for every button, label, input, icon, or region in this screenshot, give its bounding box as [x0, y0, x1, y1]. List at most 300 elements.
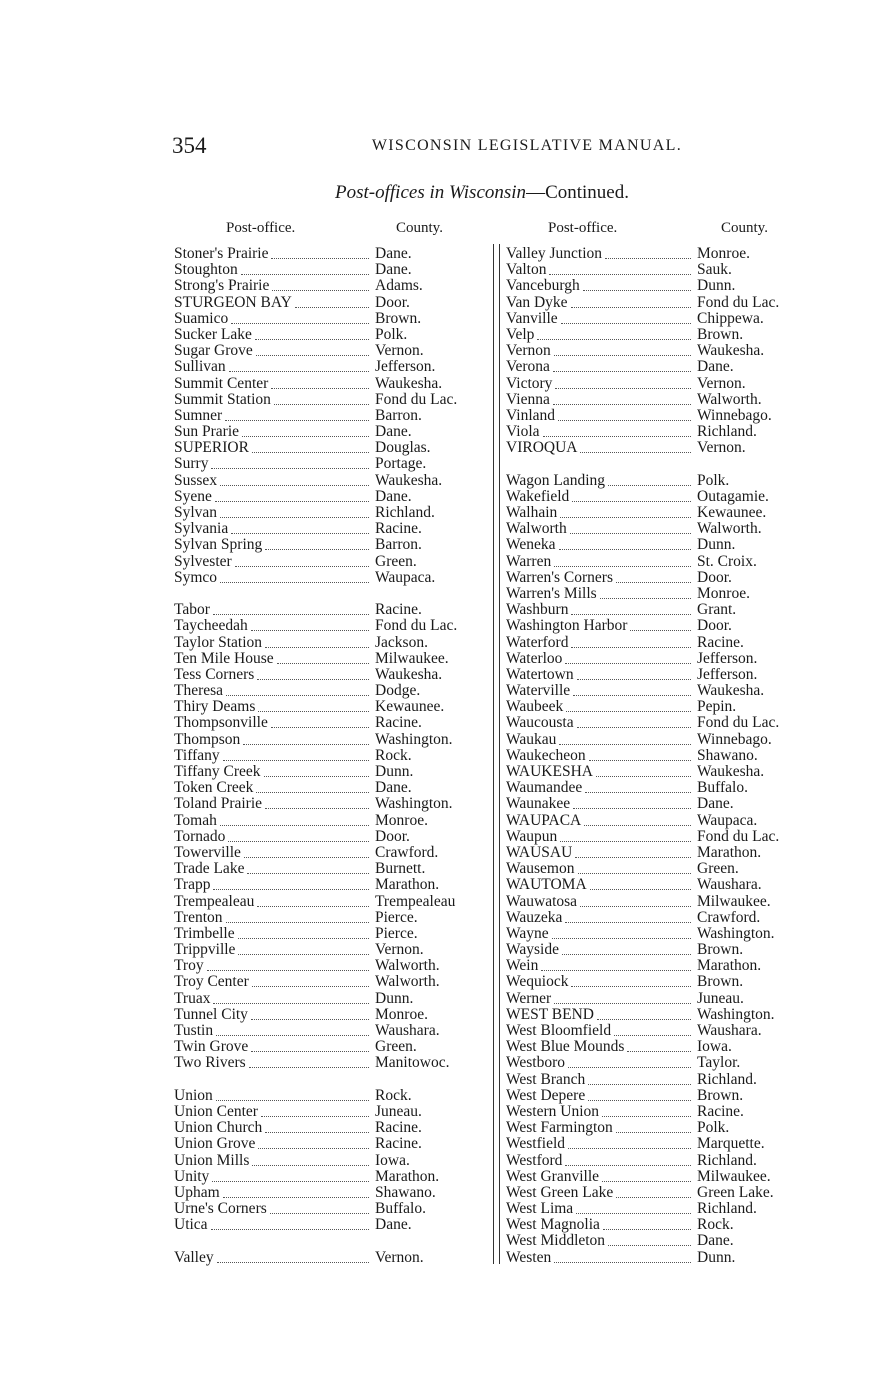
- dot-leader: [265, 806, 369, 809]
- postoffice-name: Sussex: [174, 471, 218, 489]
- dot-leader: [257, 904, 369, 907]
- postoffice-name: Victory: [506, 374, 553, 392]
- dot-leader: [238, 952, 369, 955]
- county-name: Sauk.: [697, 261, 732, 279]
- postoffice-name: Wagon Landing: [506, 471, 606, 489]
- county-name: Waukesha.: [375, 374, 443, 392]
- postoffice-entry: [506, 877, 816, 893]
- postoffice-entry: [174, 246, 490, 262]
- postoffice-name: WAUPACA: [506, 811, 582, 829]
- county-name: Manitowoc.: [375, 1054, 450, 1072]
- postoffice-entry: [506, 910, 816, 926]
- postoffice-name: Token Creek: [174, 779, 254, 797]
- dot-leader: [605, 256, 691, 259]
- postoffice-name: Summit Center: [174, 374, 269, 392]
- postoffice-name: West Magnolia: [506, 1216, 600, 1234]
- county-name: Vernon.: [375, 1248, 424, 1266]
- dot-leader: [274, 402, 369, 405]
- running-head: [172, 133, 682, 163]
- postoffice-entry: [506, 537, 816, 553]
- dot-leader: [295, 305, 369, 308]
- postoffice-name: Surry: [174, 455, 209, 473]
- postoffice-name: Waukecheon: [506, 746, 586, 764]
- county-name: Racine.: [697, 1102, 744, 1120]
- postoffice-name: Thiry Deams: [174, 698, 256, 716]
- postoffice-name: Tornado: [174, 827, 226, 845]
- dot-leader: [252, 450, 369, 453]
- postoffice-entry: [174, 537, 490, 553]
- postoffice-entry: [506, 1039, 816, 1055]
- postoffice-entry: [506, 295, 816, 311]
- dot-leader: [616, 1130, 691, 1133]
- postoffice-name: Westford: [506, 1151, 563, 1169]
- county-name: Outagamie.: [697, 487, 769, 505]
- county-name: Fond du Lac.: [375, 617, 458, 635]
- postoffice-name: Westfield: [506, 1135, 566, 1153]
- county-name: Marathon.: [375, 1167, 440, 1185]
- section-gap: [174, 586, 490, 602]
- dot-leader: [552, 936, 691, 939]
- county-name: Walworth.: [375, 973, 440, 991]
- dot-leader: [244, 855, 369, 858]
- county-name: Shawano.: [697, 746, 758, 764]
- postoffice-entry: [506, 1088, 816, 1104]
- county-name: Jackson.: [375, 633, 428, 651]
- postoffice-entry: [174, 570, 490, 586]
- postoffice-entry: [174, 877, 490, 893]
- postoffice-entry: [174, 424, 490, 440]
- postoffice-name: Vanville: [506, 309, 558, 327]
- postoffice-entry: [174, 456, 490, 472]
- county-name: Richland.: [697, 1151, 757, 1169]
- postoffice-entry: [506, 1104, 816, 1120]
- dot-leader: [242, 434, 369, 437]
- postoffice-name: Stoughton: [174, 261, 238, 279]
- postoffice-entry: [174, 1201, 490, 1217]
- postoffice-name: Waumandee: [506, 779, 583, 797]
- county-name: Dane.: [375, 1216, 412, 1234]
- county-name: Door.: [697, 568, 732, 586]
- postoffice-entry: [506, 1250, 816, 1266]
- postoffice-entry: [174, 359, 490, 375]
- postoffice-name: WAUKESHA: [506, 763, 593, 780]
- postoffice-entry: [174, 942, 490, 958]
- dot-leader: [257, 677, 369, 680]
- postoffice-name: West Green Lake: [506, 1183, 614, 1201]
- postoffice-entry: [506, 440, 816, 456]
- postoffice-entry: [174, 392, 490, 408]
- postoffice-name: Warren: [506, 552, 552, 570]
- postoffice-entry: [174, 618, 490, 634]
- postoffice-entry: [174, 1136, 490, 1152]
- postoffice-name: West Branch: [506, 1070, 586, 1088]
- postoffice-entry: [506, 505, 816, 521]
- dot-leader: [553, 369, 691, 372]
- postoffice-entry: [506, 894, 816, 910]
- county-name: Adams.: [375, 277, 423, 295]
- postoffice-name: Union Center: [174, 1102, 258, 1120]
- postoffice-entry: [174, 1007, 490, 1023]
- postoffice-entry: [174, 505, 490, 521]
- postoffice-name: Sullivan: [174, 358, 226, 376]
- county-name: Green.: [375, 1038, 417, 1056]
- postoffice-name: Wequiock: [506, 973, 569, 991]
- county-name: Waushara.: [697, 1022, 762, 1039]
- dot-leader: [566, 709, 691, 712]
- dot-leader: [220, 823, 369, 826]
- dot-leader: [603, 1227, 691, 1230]
- postoffice-entry: [506, 958, 816, 974]
- county-name: Burnett.: [375, 860, 426, 878]
- postoffice-entry: [174, 861, 490, 877]
- dot-leader: [211, 1227, 369, 1230]
- postoffice-entry: [506, 748, 816, 764]
- county-name: Waukesha.: [375, 471, 443, 489]
- county-name: Richland.: [697, 423, 757, 441]
- postoffice-name: Washington Harbor: [506, 617, 628, 635]
- postoffice-name: Sylvania: [174, 520, 229, 538]
- postoffice-entry: [506, 1233, 816, 1249]
- county-name: Jefferson.: [375, 358, 436, 376]
- county-name: Walworth.: [375, 957, 440, 975]
- postoffice-name: Trenton: [174, 908, 223, 926]
- postoffice-entry: [174, 1153, 490, 1169]
- county-name: Washington.: [697, 924, 775, 942]
- postoffice-entry: [506, 602, 816, 618]
- postoffice-name: Thompson: [174, 730, 241, 748]
- postoffice-name: Waterford: [506, 633, 569, 651]
- postoffice-name: Sylvan Spring: [174, 536, 263, 554]
- postoffice-entry: [174, 1088, 490, 1104]
- section-gap: [174, 1072, 490, 1088]
- postoffice-entry: [174, 408, 490, 424]
- postoffice-entry: [174, 732, 490, 748]
- dot-leader: [251, 1049, 369, 1052]
- postoffice-name: Vienna: [506, 390, 550, 408]
- county-name: Juneau.: [697, 989, 744, 1007]
- county-name: Douglas.: [375, 439, 431, 457]
- dot-leader: [562, 952, 691, 955]
- postoffice-name: Verona: [506, 358, 550, 376]
- county-name: Dunn.: [375, 989, 414, 1007]
- dot-leader: [215, 499, 369, 502]
- postoffice-entry: [174, 958, 490, 974]
- county-name: Grant.: [697, 601, 737, 619]
- dot-leader: [565, 1163, 691, 1166]
- postoffice-entry: [506, 635, 816, 651]
- dot-leader: [272, 288, 369, 291]
- postoffice-entry: [506, 586, 816, 602]
- postoffice-entry: [506, 521, 816, 537]
- dot-leader: [258, 709, 369, 712]
- county-name: Door.: [375, 293, 410, 311]
- county-name: Milwaukee.: [697, 1167, 771, 1185]
- dot-leader: [549, 272, 691, 275]
- postoffice-name: WAUSAU: [506, 843, 573, 861]
- postoffice-entry: [506, 376, 816, 392]
- postoffice-entry: [506, 1007, 816, 1023]
- dot-leader: [554, 1260, 691, 1263]
- section-gap: [506, 456, 816, 472]
- postoffice-entry: [174, 780, 490, 796]
- dot-leader: [216, 1033, 369, 1036]
- postoffice-entry: [506, 424, 816, 440]
- dot-leader: [213, 612, 369, 615]
- dot-leader: [554, 353, 691, 356]
- county-name: Jefferson.: [697, 649, 758, 667]
- dot-leader: [220, 580, 369, 583]
- dot-leader: [207, 968, 369, 971]
- dot-leader: [575, 855, 691, 858]
- dot-leader: [597, 1017, 691, 1020]
- subtitle-italic: Post-offices in Wisconsin: [335, 182, 527, 203]
- dot-leader: [256, 353, 369, 356]
- manual-title: WISCONSIN LEGISLATIVE MANUAL.: [371, 137, 682, 154]
- dot-leader: [553, 402, 691, 405]
- postoffice-entry: [506, 1136, 816, 1152]
- dot-leader: [212, 1179, 369, 1182]
- postoffice-name: Waucousta: [506, 714, 574, 732]
- postoffice-entry: [506, 796, 816, 812]
- postoffice-name: Troy: [174, 957, 204, 975]
- postoffice-name: Tomah: [174, 811, 217, 829]
- right-county-header: County.: [721, 220, 768, 236]
- postoffice-name: Tiffany Creek: [174, 763, 261, 780]
- postoffice-name: Truax: [174, 989, 211, 1007]
- postoffice-name: Trempealeau: [174, 892, 255, 910]
- county-name: Racine.: [375, 1119, 422, 1137]
- county-name: Waukesha.: [697, 682, 765, 700]
- postoffice-entry: [174, 1104, 490, 1120]
- county-name: Dunn.: [697, 277, 736, 295]
- county-name: Dane.: [375, 779, 412, 797]
- postoffice-entry: [506, 683, 816, 699]
- postoffice-entry: [506, 1120, 816, 1136]
- county-name: Iowa.: [375, 1151, 410, 1169]
- postoffice-name: Wauzeka: [506, 908, 563, 926]
- county-name: St. Croix.: [697, 552, 757, 570]
- postoffice-name: Union: [174, 1086, 213, 1104]
- postoffice-entry: [174, 796, 490, 812]
- postoffice-name: Wauwatosa: [506, 892, 578, 910]
- postoffice-name: Wakefield: [506, 487, 570, 505]
- postoffice-entry: [174, 473, 490, 489]
- postoffice-entry: [506, 813, 816, 829]
- county-name: Iowa.: [697, 1038, 732, 1056]
- postoffice-entry: [174, 440, 490, 456]
- postoffice-name: Walhain: [506, 504, 558, 521]
- county-name: Brown.: [697, 973, 744, 991]
- county-name: Shawano.: [375, 1183, 436, 1201]
- county-name: Green.: [375, 552, 417, 570]
- county-name: Rock.: [697, 1216, 734, 1234]
- dot-leader: [265, 645, 369, 648]
- dot-leader: [541, 968, 691, 971]
- postoffice-entry: [174, 1039, 490, 1055]
- county-name: Winnebago.: [697, 406, 772, 424]
- dot-leader: [256, 790, 369, 793]
- county-name: Dane.: [375, 261, 412, 279]
- postoffice-name: Warren's Mills: [506, 584, 597, 602]
- postoffice-name: Taycheedah: [174, 617, 248, 635]
- dot-leader: [265, 1130, 369, 1133]
- postoffice-entry: [506, 1201, 816, 1217]
- postoffice-name: Tess Corners: [174, 665, 255, 683]
- county-name: Crawford.: [375, 843, 439, 861]
- postoffice-name: Ten Mile House: [174, 649, 274, 667]
- dot-leader: [568, 1146, 691, 1149]
- county-name: Monroe.: [375, 811, 428, 829]
- county-name: Kewaunee.: [697, 504, 767, 521]
- postoffice-name: Tunnel City: [174, 1005, 248, 1023]
- dot-leader: [589, 758, 691, 761]
- postoffice-name: Unity: [174, 1167, 210, 1185]
- county-name: Winnebago.: [697, 730, 772, 748]
- county-name: Fond du Lac.: [697, 714, 780, 732]
- postoffice-name: Towerville: [174, 843, 241, 861]
- postoffice-name: Toland Prairie: [174, 795, 263, 813]
- postoffice-name: Sylvan: [174, 504, 218, 521]
- left-postoffice-header: Post-office.: [226, 220, 296, 236]
- county-name: Brown.: [697, 325, 744, 343]
- dot-leader: [571, 305, 691, 308]
- postoffice-entry: [174, 376, 490, 392]
- postoffice-name: Taylor Station: [174, 633, 263, 651]
- dot-leader: [559, 742, 691, 745]
- dot-leader: [252, 984, 369, 987]
- dot-leader: [271, 386, 369, 389]
- postoffice-entry: [506, 780, 816, 796]
- county-name: Pepin.: [697, 698, 737, 716]
- postoffice-name: WEST BEND: [506, 1005, 594, 1023]
- dot-leader: [602, 1179, 691, 1182]
- section-subtitle: [0, 182, 884, 204]
- dot-leader: [571, 645, 691, 648]
- dot-leader: [578, 871, 691, 874]
- postoffice-name: Union Mills: [174, 1151, 250, 1169]
- postoffice-entry: [506, 1055, 816, 1071]
- postoffice-entry: [174, 748, 490, 764]
- county-name: Richland.: [697, 1070, 757, 1088]
- dot-leader: [251, 628, 369, 631]
- postoffice-name: Valton: [506, 261, 547, 279]
- dot-leader: [560, 515, 691, 518]
- postoffice-name: Syene: [174, 487, 212, 505]
- postoffice-name: Vanceburgh: [506, 277, 580, 295]
- dot-leader: [588, 1098, 691, 1101]
- postoffice-entry: [506, 359, 816, 375]
- column-divider: [493, 244, 500, 1264]
- dot-leader: [252, 1163, 369, 1166]
- postoffice-name: Thompsonville: [174, 714, 268, 732]
- county-name: Waupaca.: [697, 811, 758, 829]
- right-entry-list: [506, 246, 816, 1266]
- postoffice-name: SUPERIOR: [174, 439, 249, 457]
- left-county-header: County.: [396, 220, 443, 236]
- dot-leader: [570, 531, 691, 534]
- postoffice-name: WAUTOMA: [506, 876, 587, 894]
- dot-leader: [614, 1033, 691, 1036]
- dot-leader: [249, 1065, 369, 1068]
- postoffice-name: Strong's Prairie: [174, 277, 270, 295]
- postoffice-name: Valley: [174, 1248, 214, 1266]
- postoffice-entry: [174, 699, 490, 715]
- dot-leader: [576, 1211, 691, 1214]
- postoffice-entry: [174, 343, 490, 359]
- postoffice-entry: [506, 667, 816, 683]
- dot-leader: [559, 547, 691, 550]
- postoffice-entry: [174, 651, 490, 667]
- county-name: Dane.: [697, 1232, 734, 1250]
- dot-leader: [251, 1017, 369, 1020]
- postoffice-name: Sucker Lake: [174, 325, 252, 343]
- postoffice-name: Waterville: [506, 682, 571, 700]
- dot-leader: [243, 742, 369, 745]
- dot-leader: [225, 418, 369, 421]
- postoffice-entry: [174, 311, 490, 327]
- dot-leader: [261, 1114, 369, 1117]
- county-name: Monroe.: [697, 584, 750, 602]
- county-name: Marathon.: [697, 843, 762, 861]
- county-name: Monroe.: [697, 245, 750, 262]
- postoffice-entry: [506, 408, 816, 424]
- county-name: Taylor.: [697, 1054, 741, 1072]
- county-name: Brown.: [697, 1086, 744, 1104]
- postoffice-entry: [174, 262, 490, 278]
- county-name: Waukesha.: [697, 342, 765, 360]
- postoffice-name: Waterloo: [506, 649, 563, 667]
- postoffice-entry: [174, 764, 490, 780]
- county-name: Waushara.: [697, 876, 762, 894]
- postoffice-name: Tustin: [174, 1022, 214, 1039]
- dot-leader: [264, 774, 369, 777]
- postoffice-entry: [174, 910, 490, 926]
- postoffice-entry: [506, 699, 816, 715]
- postoffice-entry: [506, 1217, 816, 1233]
- postoffice-entry: [174, 813, 490, 829]
- county-name: Pierce.: [375, 924, 418, 942]
- county-name: Milwaukee.: [375, 649, 449, 667]
- postoffice-name: Weneka: [506, 536, 556, 554]
- dot-leader: [537, 337, 691, 340]
- county-name: Richland.: [375, 504, 435, 521]
- dot-leader: [270, 1211, 369, 1214]
- postoffice-name: Sylvester: [174, 552, 232, 570]
- postoffice-name: Werner: [506, 989, 552, 1007]
- postoffice-entry: [506, 845, 816, 861]
- dot-leader: [241, 272, 369, 275]
- county-name: Waupaca.: [375, 568, 436, 586]
- county-name: Washington.: [375, 730, 453, 748]
- postoffice-entry: [506, 926, 816, 942]
- postoffice-entry: [174, 489, 490, 505]
- county-name: Marquette.: [697, 1135, 765, 1153]
- county-name: Door.: [375, 827, 410, 845]
- postoffice-entry: [174, 602, 490, 618]
- postoffice-name: Velp: [506, 325, 535, 343]
- postoffice-name: West Lima: [506, 1200, 574, 1218]
- county-name: Crawford.: [697, 908, 761, 926]
- dot-leader: [573, 806, 691, 809]
- postoffice-entry: [506, 1072, 816, 1088]
- postoffice-entry: [174, 894, 490, 910]
- dot-leader: [596, 774, 691, 777]
- county-name: Door.: [697, 617, 732, 635]
- county-name: Dunn.: [697, 1248, 736, 1266]
- county-name: Waukesha.: [375, 665, 443, 683]
- county-name: Vernon.: [375, 342, 424, 360]
- postoffice-name: West Blue Mounds: [506, 1038, 625, 1056]
